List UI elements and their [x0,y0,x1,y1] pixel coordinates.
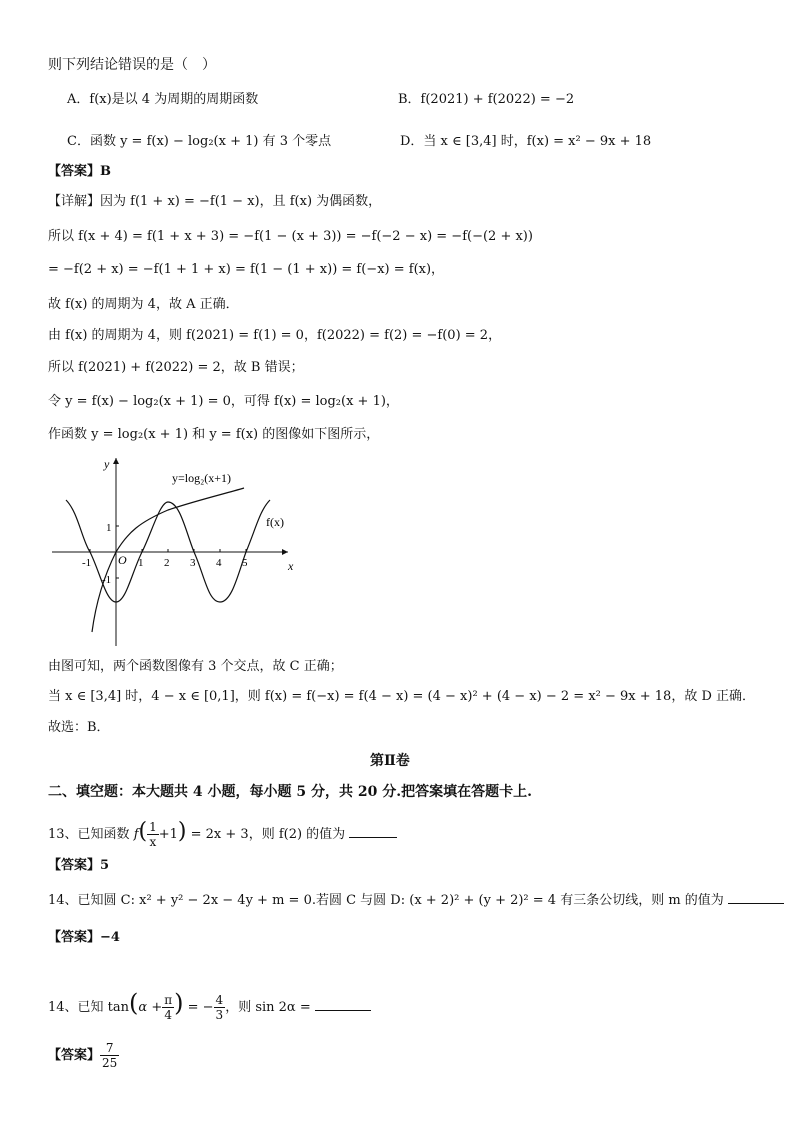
f-curve-label: f(x) [266,515,284,529]
q14b-fraction-value: $\frac{4}{3}$ [215,993,224,1022]
y-tick-label: 1 [106,522,112,534]
q13-rest: = 2x + 3，则 f(2) 的值为 [186,827,346,842]
question-stem: 则下列结论错误的是（ ） [48,57,216,73]
question-14-circle [48,891,784,910]
q14a-blank [728,891,784,904]
explanation-line: 【详解】因为 f(1 + x) = −f(1 − x)，且 f(x) 为偶函数， [48,194,382,209]
answer-1: 【答案】B [48,164,111,179]
after-graph-line: 故选：B． [48,720,110,735]
q14a-answer: 【答案】−4 [48,930,120,945]
part-title: 第Ⅱ卷 [370,753,410,769]
q14b-fraction-pi: $\frac{\pi}{4}$ [164,993,173,1022]
y-axis-label: y [104,457,110,471]
x-tick-label: -1 [82,557,92,569]
log-curve-label: y=log₂(x+1) [172,471,232,485]
q13-answer: 【答案】5 [48,858,110,873]
section-title: 二、填空题：本大题共 4 小题，每小题 5 分，共 20 分.把答案填在答题卡上. [48,784,532,800]
function-graph [48,452,308,652]
x-axis-label: x [288,559,294,573]
option-c: C．函数 y = f(x) − log₂(x + 1) 有 3 个零点 [67,134,332,149]
x-tick-label: 5 [242,557,248,569]
q14b-blank [315,998,371,1011]
explanation-line: = −f(2 + x) = −f(1 + 1 + x) = f(1 − (1 + x)) = f(−x) = f(x)， [48,262,445,277]
explanation-line: 所以 f(2021) + f(2022) = 2，故 B 错误； [48,360,304,375]
q13-func: f [133,827,139,842]
q14b-answer-fraction: $\frac{7}{25}$ [102,1041,118,1070]
x-tick-label: 2 [164,557,170,569]
option-d: D．当 x ∈ [3,4] 时，f(x) = x² − 9x + 18 [400,134,652,149]
question-13: 13、已知函数 f( $\frac{1}{x}$ +1) = 2x + 3，则 f(2) 的值为 [48,816,397,851]
q14a-text: 14、已知圆 C: x² + y² − 2x − 4y + m = 0.若圆 C 与圆 D: (x + 2)² + (y + 2)² = 4 有三条公切线，则 m 的值为 [48,893,724,908]
question-14-tan: 14、已知 tan(α + $\frac{\pi}{4}$ ) = − $\frac{4}{3}$ ，则 sin 2α = [48,986,371,1025]
q13-blank [349,825,397,838]
x-tick-label: 4 [216,557,222,569]
explanation-line: 作函数 y = log₂(x + 1) 和 y = f(x) 的图像如下图所示， [48,427,380,442]
after-graph-line: 由图可知，两个函数图像有 3 个交点，故 C 正确； [48,659,343,674]
q14b-prefix: 14、已知 tan [48,1000,130,1015]
origin-label: O [118,553,127,567]
option-a: A．f(x)是以 4 为周期的周期函数 [67,92,259,107]
q13-prefix: 13、已知函数 [48,827,130,842]
explanation-line: 故 f(x) 的周期为 4，故 A 正确． [48,297,239,312]
y-tick-label: -1 [102,574,112,586]
explanation-line: 令 y = f(x) − log₂(x + 1) = 0，可得 f(x) = log₂(x + 1)， [48,394,399,409]
q14b-answer: 【答案】 $\frac{7}{25}$ [48,1041,118,1070]
option-b: B．f(2021) + f(2022) = −2 [398,92,575,107]
explanation-line: 所以 f(x + 4) = f(1 + x + 3) = −f(1 − (x + 3)) = −f(−2 − x) = −f(−(2 + x)) [48,229,533,244]
x-tick-label: 3 [190,557,196,569]
q13-fraction: $\frac{1}{x}$ [149,820,157,849]
q14b-rest: ，则 sin 2α = [225,1000,311,1015]
explanation-line: 由 f(x) 的周期为 4，则 f(2021) = f(1) = 0，f(2022) = f(2) = −f(0) = 2， [48,328,502,343]
x-tick-label: 1 [138,557,144,569]
after-graph-line: 当 x ∈ [3,4] 时，4 − x ∈ [0,1]，则 f(x) = f(−x) = f(4 − x) = (4 − x)² + (4 − x) − 2 = x² − 9x + 18，故 D 正确． [48,689,756,704]
